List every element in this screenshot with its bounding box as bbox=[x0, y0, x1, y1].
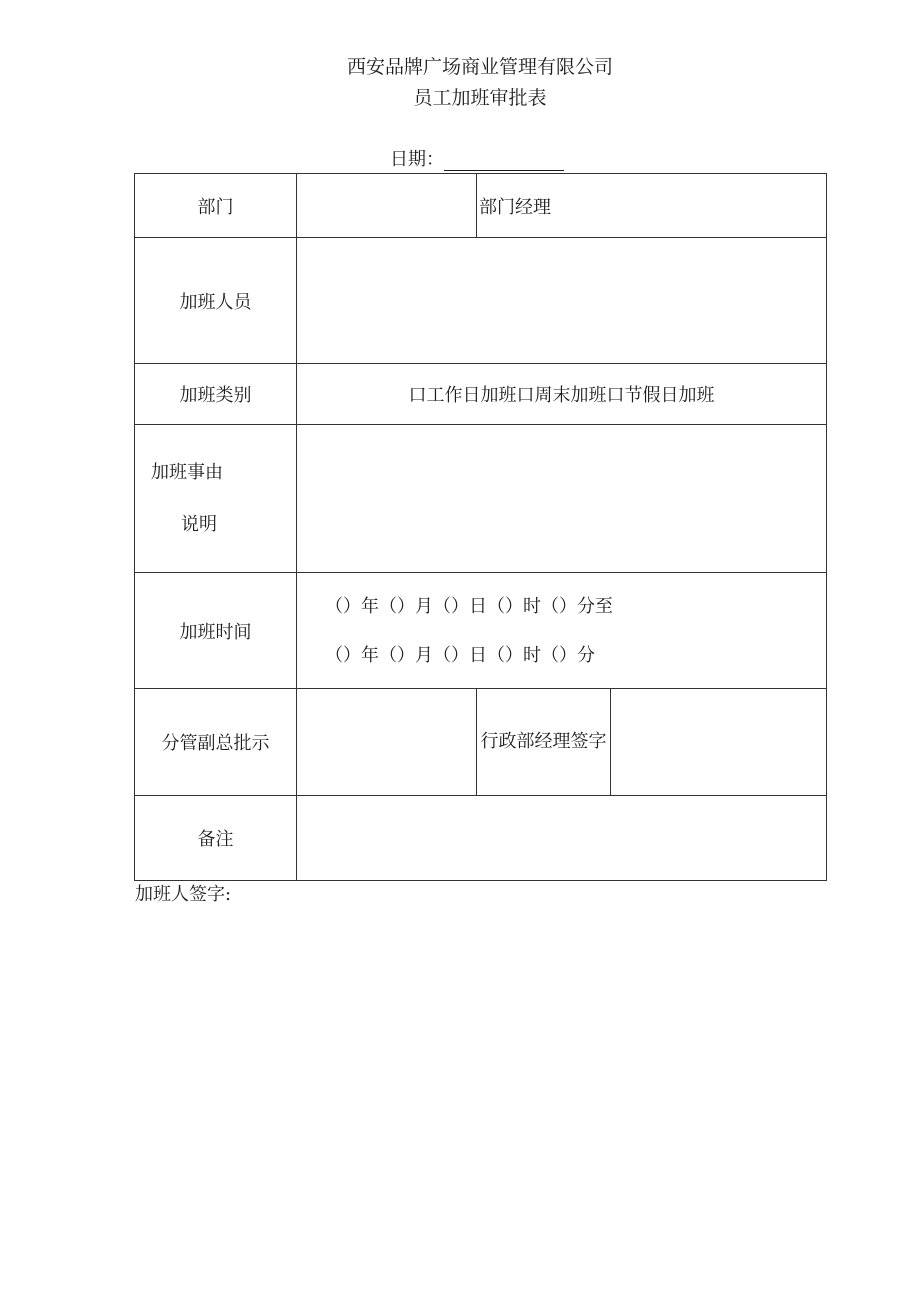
remarks-label: 备注 bbox=[135, 796, 297, 881]
reason-value-cell[interactable] bbox=[297, 425, 827, 573]
time-from-line: （）年（）月（）日（）时（）分至 bbox=[325, 595, 613, 617]
company-name: 西安品牌广场商业管理有限公司 bbox=[346, 56, 613, 78]
remarks-value-cell[interactable] bbox=[297, 796, 827, 881]
vp-approval-value-cell[interactable] bbox=[297, 689, 477, 796]
overtime-staff-label: 加班人员 bbox=[135, 238, 297, 364]
time-to-line: （）年（）月（）日（）时（）分 bbox=[325, 644, 595, 666]
vp-approval-label: 分管副总批示 bbox=[135, 689, 297, 796]
table-row-staff bbox=[135, 238, 827, 364]
overtime-approval-table bbox=[134, 173, 827, 881]
table-row-reason bbox=[135, 425, 827, 573]
overtime-staff-value-cell[interactable] bbox=[297, 238, 827, 364]
overtime-signer-label: 加班人签字: bbox=[135, 884, 232, 905]
department-value-cell[interactable] bbox=[297, 174, 477, 238]
table-row-approval bbox=[135, 689, 827, 796]
admin-manager-sign-label: 行政部经理签字 bbox=[477, 689, 611, 796]
department-manager-cell[interactable] bbox=[477, 174, 827, 238]
department-label: 部门 bbox=[135, 174, 297, 238]
table-row-remarks bbox=[135, 796, 827, 881]
reason-label-cell bbox=[135, 425, 297, 573]
overtime-time-cell[interactable] bbox=[297, 573, 827, 689]
admin-manager-sign-value-cell[interactable] bbox=[611, 689, 827, 796]
table-row-department bbox=[135, 174, 827, 238]
reason-label-line1: 加班事由 bbox=[151, 461, 223, 483]
date-row bbox=[390, 149, 564, 171]
department-manager-label: 部门经理 bbox=[479, 196, 551, 218]
table-row-time bbox=[135, 573, 827, 689]
date-label: 日期： bbox=[390, 149, 444, 170]
table-row-type bbox=[135, 364, 827, 425]
date-blank-line[interactable] bbox=[444, 152, 564, 171]
reason-label-line2: 说明 bbox=[181, 513, 217, 535]
overtime-type-options[interactable]: 口工作日加班口周末加班口节假日加班 bbox=[297, 364, 827, 425]
overtime-type-label: 加班类别 bbox=[135, 364, 297, 425]
overtime-time-label: 加班时间 bbox=[135, 573, 297, 689]
form-title: 员工加班审批表 bbox=[413, 87, 547, 109]
